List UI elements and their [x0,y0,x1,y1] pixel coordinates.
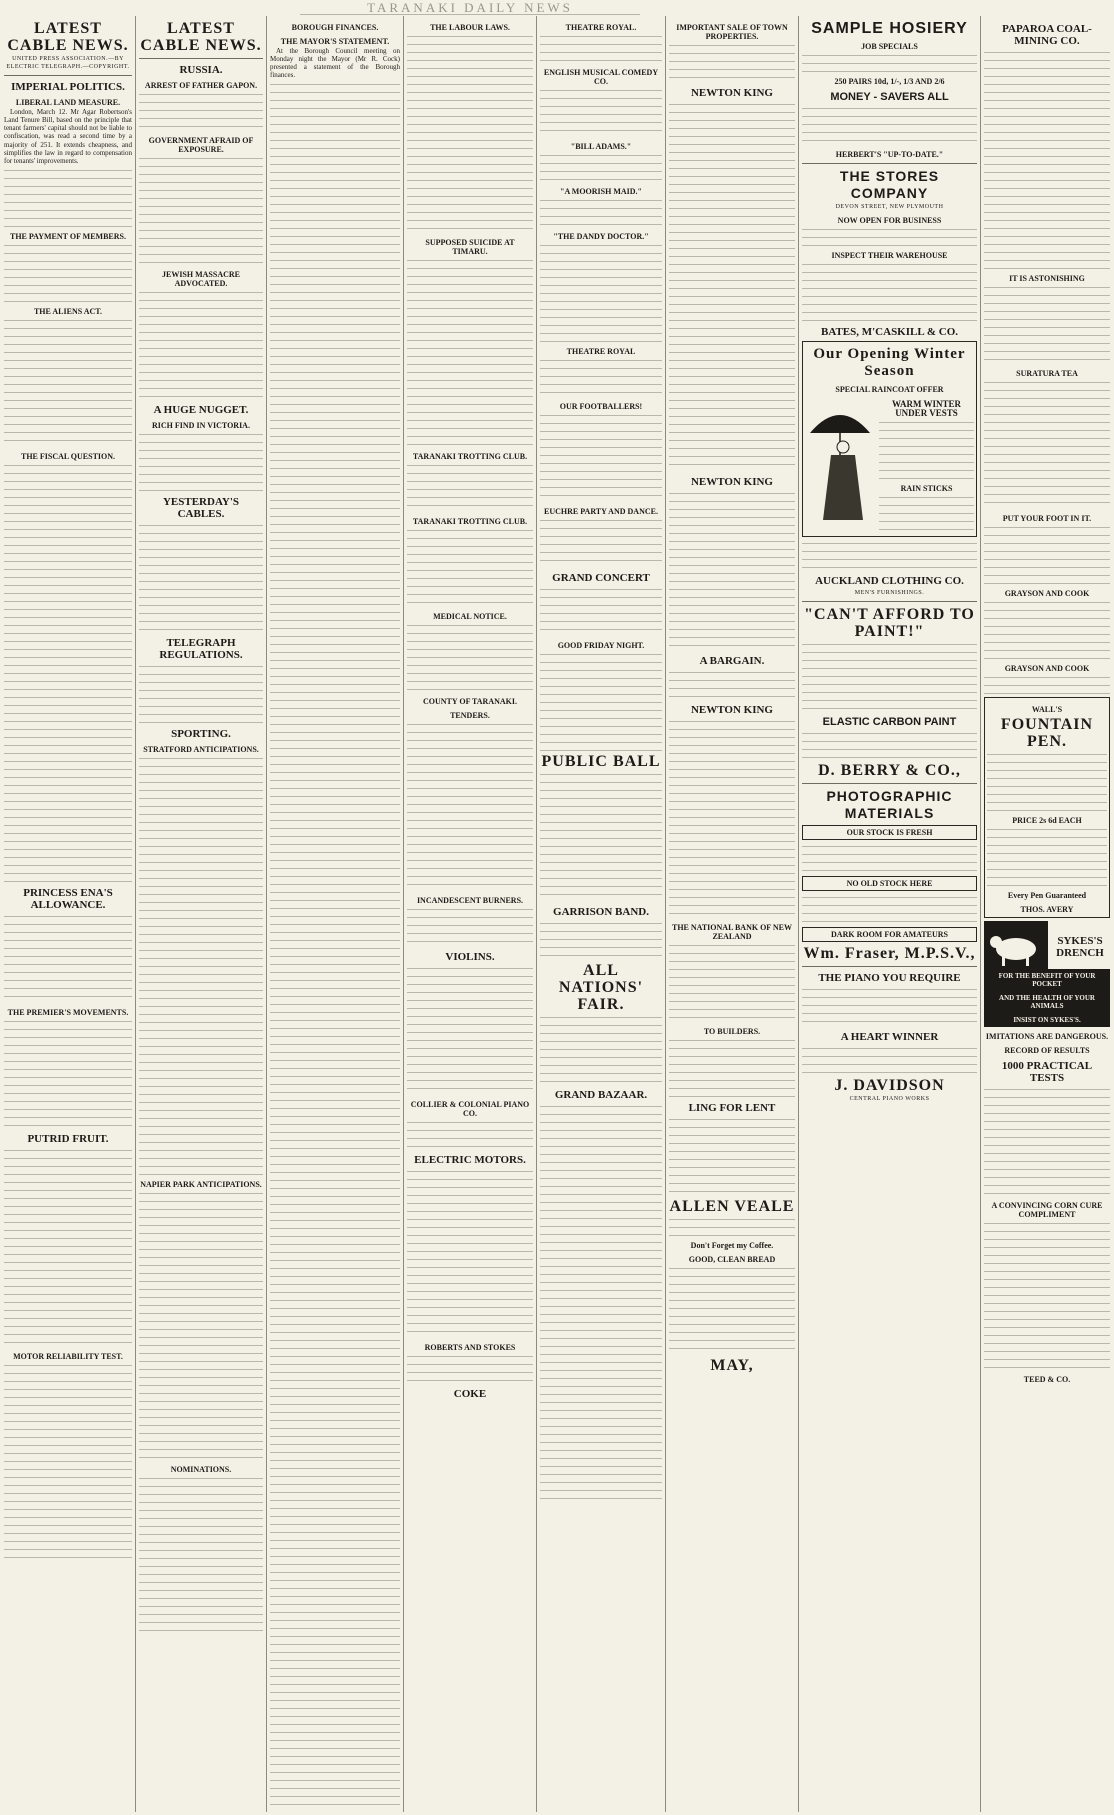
text-block [669,1116,795,1196]
text-block [407,462,533,512]
text-block [139,155,263,265]
ad-heading: Every Pen Guaranteed [1007,891,1087,900]
ad-box: NO OLD STOCK HERE [802,876,977,891]
text-block [540,152,662,182]
ad-heading: J. DAVIDSON [834,1077,945,1095]
text-block [540,1014,662,1084]
text-block [407,33,533,233]
column-2 [139,18,263,1812]
sykes-banner: FOR THE BENEFIT OF YOUR POCKET [984,969,1110,991]
column-rule [665,16,666,1812]
text-block [540,517,662,567]
subheadline: RICH FIND IN VICTORIA. [152,421,250,430]
column-1 [4,18,132,1812]
ad-heading: Don't Forget my Coffee. [690,1241,774,1250]
headline: SPORTING. [171,728,231,740]
text-block [407,257,533,447]
ad-heading: "THE DANDY DOCTOR." [553,232,649,241]
text-block [139,1190,263,1460]
text-block [669,718,795,918]
column-rule [536,16,537,1812]
text-block [540,586,662,636]
text-block [407,527,533,607]
ad-heading: PAPAROA COAL-MINING CO. [1002,23,1092,47]
text-block [407,1119,533,1149]
ad-heading: BATES, M'CASKILL & CO. [820,326,959,339]
ad-heading: HERBERT'S "UP-TO-DATE." [835,150,944,159]
ad-heading: MONEY - SAVERS ALL [830,91,949,103]
text-block [802,986,977,1026]
text-block [984,1220,1110,1370]
masthead: TARANAKI DAILY NEWS [300,0,640,15]
text-block [4,167,132,227]
byline: UNITED PRESS ASSOCIATION.—BY ELECTRIC TELEGRAPH.—COPYRIGHT. [6,56,130,71]
ad-heading: ENGLISH MUSICAL COMEDY CO. [543,68,659,86]
ad-heading: INSPECT THEIR WAREHOUSE [831,251,948,261]
subheadline: THE MAYOR'S STATEMENT. [280,37,390,46]
column-rule [980,16,981,1812]
ad-heading: Our Opening Winter Season [813,346,966,380]
headline: PUTRID FRUIT. [27,1132,109,1145]
text-block [139,522,263,632]
text-block [802,52,977,72]
ad-heading: NEWTON KING [690,704,773,716]
ad-heading: GOOD, CLEAN BREAD [688,1255,776,1264]
text-block [802,540,977,570]
column-rule [135,16,136,1812]
text-block [669,1265,795,1355]
ad-heading: MAY, [710,1357,754,1374]
ad-heading: ELASTIC CARBON PAINT [822,716,957,729]
column-6 [669,18,795,1812]
ad-heading: RAIN STICKS [900,484,953,494]
ad-heading: THE PIANO YOU REQUIRE [818,972,961,985]
text-block [802,105,977,145]
ad-heading: IMPORTANT SALE OF TOWN PROPERTIES. [676,23,788,41]
subheadline: GOVERNMENT AFRAID OF EXPOSURE. [148,136,254,154]
text-block [669,101,795,471]
text-block [407,622,533,692]
text-block [4,913,132,1003]
text-block [802,1045,977,1075]
subheadline: ARREST OF FATHER GAPON. [144,81,258,90]
text-block [987,751,1107,811]
text-block [984,284,1110,364]
column-5 [540,18,662,1812]
subheadline: MOTOR RELIABILITY TEST. [13,1351,123,1361]
ad-box: DARK ROOM FOR AMATEURS [802,927,977,942]
text-block [802,261,977,321]
ad-heading: PHOTOGRAPHIC MATERIALS [826,788,953,822]
text-block [802,641,977,711]
text-block [879,494,974,534]
text-block [984,674,1110,694]
sykes-banner: AND THE HEALTH OF YOUR ANIMALS [984,991,1110,1013]
ad-heading: GRAYSON AND COOK [1004,589,1090,598]
headline: BOROUGH FINANCES. [291,23,379,32]
headline: YESTERDAY'S CABLES. [162,496,239,520]
text-block [984,599,1110,659]
text-block [669,669,795,699]
ad-heading: VIOLINS. [445,951,495,963]
ad-price: PRICE 2s 6d EACH [1012,816,1082,825]
text-block [139,755,263,1175]
ad-heading: ELECTRIC MOTORS. [414,1154,526,1166]
ad-heading: AUCKLAND CLOTHING CO. [815,575,964,588]
ad-heading: COUNTY OF TARANAKI. [422,697,517,706]
text-block [407,1168,533,1338]
subheadline: THE ALIENS ACT. [33,306,103,316]
ad-heading: A BARGAIN. [699,655,765,667]
ad-subheading: SPECIAL RAINCOAT OFFER [835,385,944,395]
text-block [802,226,977,246]
ad-heading: ALL NATIONS' FAIR. [558,962,644,1013]
ad-heading: GRAYSON AND COOK [1004,664,1090,673]
text-block [669,942,795,1022]
text-block [802,894,977,924]
ad-heading: MEDICAL NOTICE. [433,612,507,621]
text-block [540,412,662,502]
headline: IMPERIAL POLITICS. [11,81,125,94]
text-block [139,91,263,131]
ad-heading: THEATRE ROYAL [566,347,636,356]
ad-heading: NEWTON KING [690,87,773,99]
ad-heading: "A MOORISH MAID." [560,187,642,196]
ad-prices: 250 PAIRS 10d, 1/-, 1/3 AND 2/6 [834,77,945,86]
column-8 [984,18,1110,1812]
text-block [540,1103,662,1503]
subheadline: JEWISH MASSACRE ADVOCATED. [161,270,240,288]
text-block [4,462,132,882]
ad-heading: EUCHRE PARTY AND DANCE. [544,507,658,516]
cow-illustration [984,921,1048,969]
ad-heading: LING FOR LENT [688,1102,776,1114]
headline: A HUGE NUGGET. [153,404,249,416]
text-block [879,419,974,479]
headline: SUPPOSED SUICIDE AT TIMARU. [425,238,515,256]
ad-heading: TARANAKI TROTTING CLUB. [412,517,528,526]
ad-heading: THE NATIONAL BANK OF NEW ZEALAND [671,923,792,941]
ad-heading: THEATRE ROYAL. [565,23,637,32]
ad-heading: SAMPLE HOSIERY [811,20,968,37]
column-7 [802,18,977,1812]
text-block [984,1086,1110,1196]
column-rule [798,16,799,1812]
umbrella-lady-illustration [805,395,875,525]
sykes-drench-ad [984,921,1110,969]
text-block [139,1475,263,1635]
text-block [669,42,795,82]
text-block [407,965,533,1095]
ad-heading: INCANDESCENT BURNERS. [416,896,524,905]
text-block [987,826,1107,886]
sykes-banner: INSIST ON SYKES'S. [984,1013,1110,1027]
ad-heading: IMITATIONS ARE DANGEROUS. [985,1032,1109,1042]
column-rule [403,16,404,1812]
ad-heading: FOUNTAIN PEN. [1000,716,1094,750]
ad-subheading: JOB SPECIALS [861,42,918,51]
section-title: LATEST CABLE NEWS. [7,20,129,54]
column-4 [407,18,533,1812]
subheadline: NOMINATIONS. [170,1465,232,1474]
text-block [540,651,662,751]
ad-heading: NOW OPEN FOR BUSINESS [837,216,942,226]
text-block [802,843,977,873]
text-block [984,379,1110,509]
ad-heading: "BILL ADAMS." [570,142,632,151]
ad-heading: D. BERRY & CO., [818,762,961,780]
ad-heading: TEED & CO. [1023,1375,1071,1385]
ad-heading: PUT YOUR FOOT IN IT. [1002,514,1092,523]
section-title: LATEST CABLE NEWS. [140,20,262,54]
fountain-pen-ad [984,697,1110,918]
ad-heading: 1000 PRACTICAL TESTS [1001,1060,1093,1085]
text-block [669,490,795,650]
text-block [407,906,533,946]
headline: RUSSIA. [179,64,223,76]
subheadline: THE PREMIER'S MOVEMENTS. [7,1007,129,1017]
ad-heading: COKE [453,1388,487,1400]
ad-subheading: DEVON STREET, NEW PLYMOUTH [835,204,944,210]
column-3 [270,18,400,1812]
headline: PRINCESS ENA'S ALLOWANCE. [23,886,113,911]
ad-heading: COLLIER & COLONIAL PIANO CO. [410,1100,530,1118]
ad-heading: TARANAKI TROTTING CLUB. [412,452,528,461]
text-block [669,1216,795,1236]
subheadline: THE PAYMENT OF MEMBERS. [9,231,126,241]
headline: THE LABOUR LAWS. [430,23,510,32]
text-block [540,87,662,137]
article-text: London, March 12. Mr Agar Robertson's Land Tenure Bill, based on the principle that tenant farmers' capital should not be liable to confiscation, was read a second time by a majority of 251. It extends cheapness, and simplifies the law in regard to compensation for tenants' improvements. [4,108,132,165]
ad-heading: IT IS ASTONISHING [1009,274,1085,283]
ad-heading: SURATURA TEA [1016,369,1078,378]
text-block [270,81,400,1812]
ad-heading: A CONVINCING CORN CURE COMPLIMENT [991,1201,1103,1220]
text-block [984,524,1110,584]
ad-heading: RECORD OF RESULTS [1004,1046,1090,1056]
ad-heading: ALLEN VEALE [669,1198,795,1215]
ad-heading: GRAND BAZAAR. [554,1089,648,1101]
text-block [540,242,662,342]
ad-heading: TO BUILDERS. [703,1027,761,1036]
ad-heading: TENDERS. [450,711,490,720]
headline: TELEGRAPH REGULATIONS. [159,637,243,661]
ad-subheading: CENTRAL PIANO WORKS [849,1096,930,1103]
text-block [4,1362,132,1562]
text-block [802,730,977,760]
ad-heading: SYKES'S DRENCH [1056,934,1104,959]
ad-heading: NEWTON KING [690,476,773,488]
text-block [407,721,533,891]
ad-heading: GARRISON BAND. [553,906,649,918]
winter-season-ad [802,341,977,537]
ad-heading: Wm. Fraser, M.P.S.V., [803,945,976,963]
column-rule [266,16,267,1812]
text-block [139,289,263,399]
ad-heading: GOOD FRIDAY NIGHT. [557,641,645,650]
subheadline: THE FISCAL QUESTION. [20,451,116,461]
ad-subheading: MEN'S FURNISHINGS. [854,590,925,597]
text-block [540,920,662,960]
ad-heading: OUR FOOTBALLERS! [559,402,643,411]
text-block [139,663,263,723]
ad-heading: THE STORES COMPANY [839,168,940,201]
text-block [540,771,662,901]
ad-heading: "CAN'T AFFORD TO PAINT!" [804,606,975,641]
article-text: At the Borough Council meeting on Monday night the Mayor (Mr R. Cock) presented a statement of the Borough finances. [270,47,400,80]
ad-heading: THOS. AVERY [1020,905,1074,914]
text-block [540,197,662,227]
ad-heading: ROBERTS AND STOKES [424,1343,516,1352]
ad-heading: WARM WINTER UNDER VESTS [891,399,962,419]
text-block [540,357,662,397]
text-block [540,33,662,63]
text-block [4,317,132,447]
subheadline: NAPIER PARK ANTICIPATIONS. [140,1180,262,1189]
ad-box: OUR STOCK IS FRESH [802,825,977,840]
subheadline: STRATFORD ANTICIPATIONS. [143,745,259,754]
text-block [139,431,263,491]
text-block [4,1147,132,1347]
subheadline: LIBERAL LAND MEASURE. [15,98,121,108]
ad-heading: GRAND CONCERT [552,572,650,584]
text-block [984,49,1110,269]
text-block [407,1353,533,1383]
ad-subheading: WALL'S [1031,705,1063,714]
text-block [4,242,132,302]
ad-heading: A HEART WINNER [840,1031,939,1044]
ad-heading: PUBLIC BALL [541,753,661,770]
text-block [669,1037,795,1097]
text-block [4,1018,132,1128]
